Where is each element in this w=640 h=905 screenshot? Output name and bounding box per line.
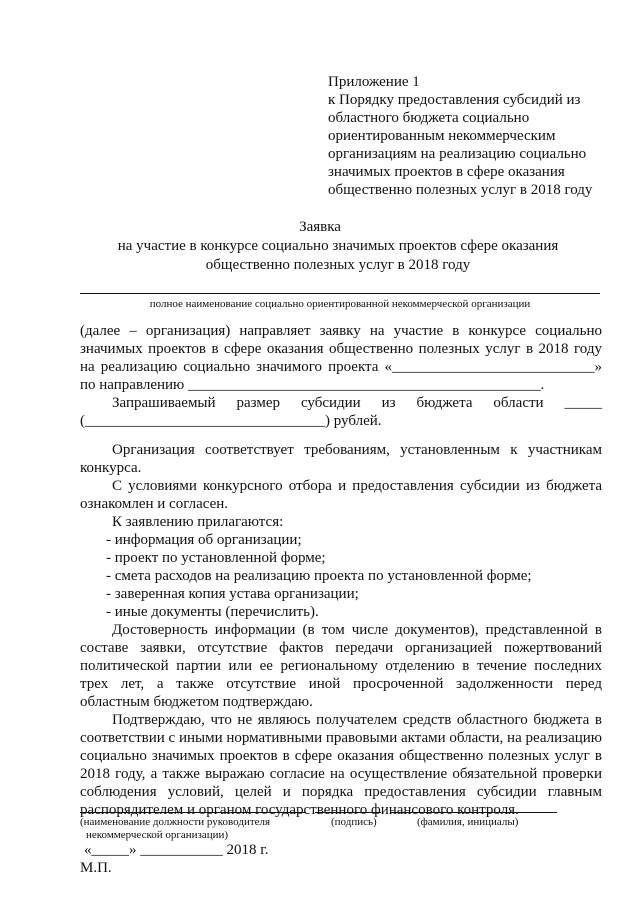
list-item: - смета расходов на реализацию проекта по установленной форме; — [106, 568, 532, 584]
paragraph-line: ознакомлен и согласен. — [80, 496, 229, 512]
paragraph-line: социально значимых проектов в сфере оказания общественно полезных услуг в — [80, 748, 602, 764]
paragraph-line: Достоверность информации (в том числе документов), представленной в — [112, 622, 602, 638]
document-subtitle: на участие в конкурсе социально значимых проектов сфере оказания — [117, 238, 559, 254]
position-caption: (наименование должности руководителя — [80, 816, 271, 828]
intro-line: значимых проектов в сфере оказания общественно полезных услуг в 2018 году — [80, 341, 602, 357]
intro-line: Запрашиваемый размер субсидии из бюджета области _____ — [112, 395, 602, 411]
position-signature-line — [80, 812, 306, 813]
paragraph-line: Подтверждаю, что не являюсь получателем средств областного бюджета в — [112, 712, 602, 728]
stamp-placeholder: М.П. — [80, 860, 112, 876]
sign-caption: (подпись) — [331, 816, 377, 828]
paragraph-line: конкурса. — [80, 460, 142, 476]
list-item: - проект по установленной форме; — [106, 550, 326, 566]
name-caption: (фамилия, инициалы) — [417, 816, 519, 828]
paragraph-line: политической партии или ее региональному отделению в течение последних — [80, 658, 602, 674]
intro-line: (далее – организация) направляет заявку на участие в конкурсе социально — [80, 323, 602, 339]
name-signature-line — [391, 812, 557, 813]
intro-line: (________________________________) рублей. — [80, 413, 382, 429]
appendix-line: значимых проектов в сфере оказания — [328, 164, 565, 180]
intro-line: по направлению _______________________________________________. — [80, 377, 545, 393]
position-caption: некоммерческой организации) — [86, 829, 229, 841]
appendix-line: Приложение 1 — [328, 74, 420, 90]
paragraph-line: К заявлению прилагаются: — [112, 514, 284, 530]
list-item: - иные документы (перечислить). — [106, 604, 319, 620]
paragraph-line: трех лет, а также отсутствие иной просроченной задолженности перед — [80, 676, 602, 692]
paragraph-line: распорядителем и органом государственного финансового контроля. — [80, 802, 519, 818]
document-title: Заявка — [299, 219, 341, 235]
paragraph-line: соблюдения условий, целей и порядка предоставления субсидии главным — [80, 784, 602, 800]
date-line: «_____» ___________ 2018 г. — [84, 842, 269, 858]
org-name-line — [80, 293, 600, 294]
paragraph-line: С условиями конкурсного отбора и предоставления субсидии из бюджета — [112, 478, 602, 494]
paragraph-line: Организация соответствует требованиям, установленным к участникам — [112, 442, 602, 458]
paragraph-line: областным бюджетом подтверждаю. — [80, 694, 313, 710]
paragraph-line: 2018 году, а также выражаю согласие на осуществление обязательной проверки — [80, 766, 602, 782]
appendix-line: ориентированным некоммерческим — [328, 128, 556, 144]
org-name-caption: полное наименование социально ориентированной некоммерческой организации — [149, 298, 531, 310]
document-subtitle: общественно полезных услуг в 2018 году — [205, 257, 471, 273]
paragraph-line: составе заявки, отсутствие фактов передачи организацией пожертвований — [80, 640, 602, 656]
intro-line: на реализацию социально значимого проекта «___________________________» — [80, 359, 602, 375]
appendix-line: организациям на реализацию социально — [328, 146, 587, 162]
appendix-line: к Порядку предоставления субсидий из — [328, 92, 581, 108]
list-item: - заверенная копия устава организации; — [106, 586, 359, 602]
appendix-line: общественно полезных услуг в 2018 году — [328, 182, 593, 198]
signature-line — [315, 812, 381, 813]
list-item: - информация об организации; — [106, 532, 302, 548]
paragraph-line: соответствии с иными нормативными правовыми актами области, на реализацию — [80, 730, 602, 746]
appendix-line: областного бюджета социально — [328, 110, 530, 126]
